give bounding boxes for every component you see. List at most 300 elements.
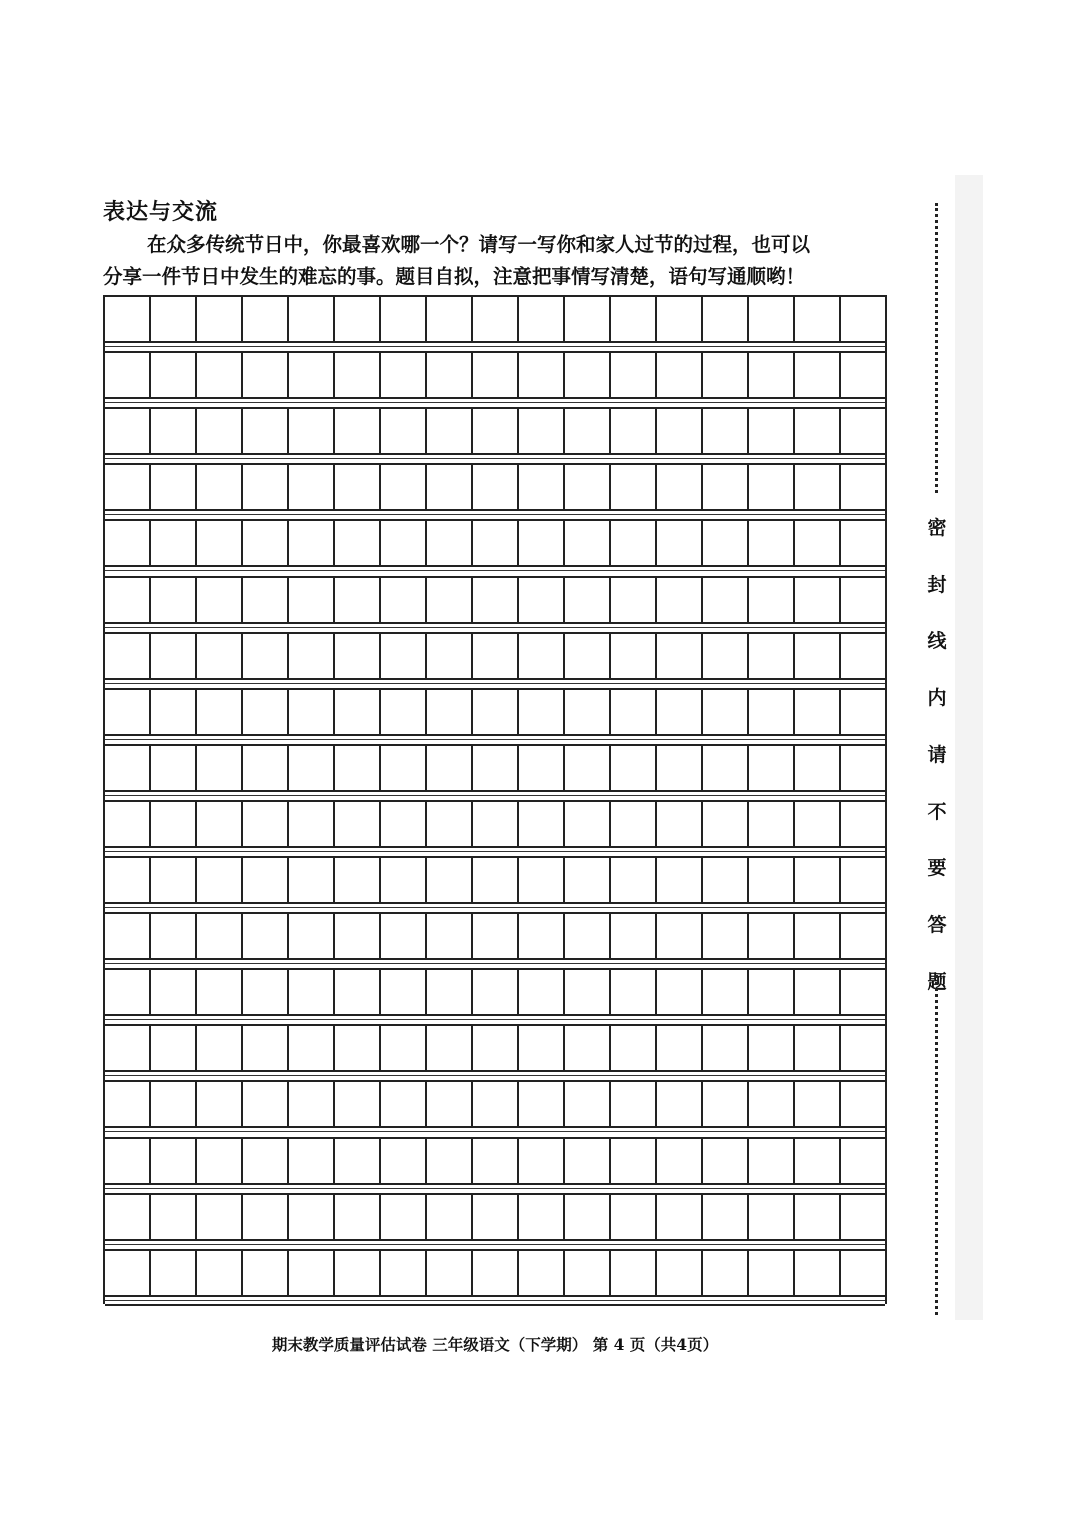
- grid-cell[interactable]: [381, 353, 427, 397]
- grid-cell[interactable]: [473, 1139, 519, 1183]
- grid-cell[interactable]: [703, 690, 749, 734]
- grid-cell[interactable]: [795, 409, 841, 453]
- grid-cell[interactable]: [381, 409, 427, 453]
- grid-cell[interactable]: [197, 409, 243, 453]
- grid-cell[interactable]: [657, 353, 703, 397]
- grid-cell[interactable]: [519, 521, 565, 565]
- grid-cell[interactable]: [243, 465, 289, 509]
- grid-cell[interactable]: [243, 858, 289, 902]
- grid-cell[interactable]: [381, 578, 427, 622]
- grid-cell[interactable]: [473, 858, 519, 902]
- grid-cell[interactable]: [795, 690, 841, 734]
- grid-cell[interactable]: [427, 297, 473, 341]
- grid-cell[interactable]: [749, 1082, 795, 1126]
- grid-cell[interactable]: [335, 858, 381, 902]
- grid-cell[interactable]: [427, 409, 473, 453]
- grid-cell[interactable]: [749, 634, 795, 678]
- grid-cell[interactable]: [749, 578, 795, 622]
- grid-cell[interactable]: [197, 802, 243, 846]
- grid-cell[interactable]: [519, 1139, 565, 1183]
- grid-cell[interactable]: [243, 578, 289, 622]
- grid-cell[interactable]: [611, 690, 657, 734]
- grid-cell[interactable]: [565, 578, 611, 622]
- grid-cell[interactable]: [565, 914, 611, 958]
- grid-cell[interactable]: [795, 465, 841, 509]
- grid-cell[interactable]: [243, 746, 289, 790]
- grid-cell[interactable]: [151, 578, 197, 622]
- grid-cell[interactable]: [335, 409, 381, 453]
- grid-cell[interactable]: [703, 297, 749, 341]
- grid-cell[interactable]: [565, 746, 611, 790]
- grid-cell[interactable]: [151, 634, 197, 678]
- grid-cell[interactable]: [105, 1026, 151, 1070]
- grid-cell[interactable]: [703, 802, 749, 846]
- grid-cell[interactable]: [151, 858, 197, 902]
- grid-cell[interactable]: [151, 690, 197, 734]
- grid-cell[interactable]: [381, 1251, 427, 1295]
- grid-cell[interactable]: [473, 634, 519, 678]
- grid-cell[interactable]: [197, 1082, 243, 1126]
- grid-cell[interactable]: [749, 746, 795, 790]
- grid-cell[interactable]: [473, 578, 519, 622]
- grid-cell[interactable]: [105, 297, 151, 341]
- grid-cell[interactable]: [427, 690, 473, 734]
- grid-cell[interactable]: [519, 970, 565, 1014]
- grid-cell[interactable]: [381, 1026, 427, 1070]
- grid-cell[interactable]: [335, 970, 381, 1014]
- grid-cell[interactable]: [749, 409, 795, 453]
- grid-cell[interactable]: [611, 353, 657, 397]
- grid-cell[interactable]: [795, 521, 841, 565]
- grid-cell[interactable]: [519, 634, 565, 678]
- grid-cell[interactable]: [473, 690, 519, 734]
- grid-cell[interactable]: [611, 1026, 657, 1070]
- grid-cell[interactable]: [565, 297, 611, 341]
- grid-cell[interactable]: [151, 1251, 197, 1295]
- grid-cell[interactable]: [473, 1195, 519, 1239]
- grid-cell[interactable]: [841, 1195, 885, 1239]
- grid-cell[interactable]: [197, 521, 243, 565]
- grid-cell[interactable]: [381, 914, 427, 958]
- grid-cell[interactable]: [519, 353, 565, 397]
- grid-cell[interactable]: [243, 914, 289, 958]
- grid-cell[interactable]: [841, 970, 885, 1014]
- grid-cell[interactable]: [473, 746, 519, 790]
- grid-cell[interactable]: [151, 914, 197, 958]
- grid-cell[interactable]: [427, 634, 473, 678]
- grid-cell[interactable]: [703, 1026, 749, 1070]
- grid-cell[interactable]: [795, 634, 841, 678]
- grid-cell[interactable]: [611, 970, 657, 1014]
- grid-cell[interactable]: [841, 1026, 885, 1070]
- grid-cell[interactable]: [749, 353, 795, 397]
- grid-cell[interactable]: [381, 802, 427, 846]
- grid-cell[interactable]: [381, 297, 427, 341]
- grid-cell[interactable]: [105, 578, 151, 622]
- grid-cell[interactable]: [289, 521, 335, 565]
- grid-cell[interactable]: [519, 1251, 565, 1295]
- grid-cell[interactable]: [381, 634, 427, 678]
- grid-cell[interactable]: [335, 465, 381, 509]
- grid-cell[interactable]: [381, 858, 427, 902]
- grid-cell[interactable]: [657, 1251, 703, 1295]
- grid-cell[interactable]: [703, 521, 749, 565]
- grid-cell[interactable]: [795, 970, 841, 1014]
- grid-cell[interactable]: [243, 353, 289, 397]
- grid-cell[interactable]: [243, 1082, 289, 1126]
- grid-cell[interactable]: [611, 914, 657, 958]
- grid-cell[interactable]: [473, 409, 519, 453]
- grid-cell[interactable]: [749, 1251, 795, 1295]
- grid-cell[interactable]: [611, 521, 657, 565]
- grid-cell[interactable]: [105, 802, 151, 846]
- grid-cell[interactable]: [657, 634, 703, 678]
- grid-cell[interactable]: [841, 858, 885, 902]
- grid-cell[interactable]: [611, 746, 657, 790]
- grid-cell[interactable]: [381, 746, 427, 790]
- grid-cell[interactable]: [795, 858, 841, 902]
- grid-cell[interactable]: [749, 1026, 795, 1070]
- grid-cell[interactable]: [427, 1026, 473, 1070]
- grid-cell[interactable]: [841, 578, 885, 622]
- grid-cell[interactable]: [335, 914, 381, 958]
- grid-cell[interactable]: [105, 1082, 151, 1126]
- grid-cell[interactable]: [657, 746, 703, 790]
- grid-cell[interactable]: [841, 353, 885, 397]
- grid-cell[interactable]: [427, 914, 473, 958]
- grid-cell[interactable]: [197, 353, 243, 397]
- grid-cell[interactable]: [703, 465, 749, 509]
- grid-cell[interactable]: [151, 1139, 197, 1183]
- grid-cell[interactable]: [841, 1251, 885, 1295]
- grid-cell[interactable]: [565, 1195, 611, 1239]
- grid-cell[interactable]: [795, 1139, 841, 1183]
- grid-cell[interactable]: [703, 578, 749, 622]
- grid-cell[interactable]: [519, 465, 565, 509]
- grid-cell[interactable]: [427, 1195, 473, 1239]
- grid-cell[interactable]: [657, 690, 703, 734]
- grid-cell[interactable]: [749, 1195, 795, 1239]
- grid-cell[interactable]: [841, 465, 885, 509]
- grid-cell[interactable]: [841, 746, 885, 790]
- grid-cell[interactable]: [105, 746, 151, 790]
- grid-cell[interactable]: [105, 353, 151, 397]
- grid-cell[interactable]: [105, 858, 151, 902]
- grid-cell[interactable]: [381, 690, 427, 734]
- grid-cell[interactable]: [243, 634, 289, 678]
- grid-cell[interactable]: [749, 970, 795, 1014]
- grid-cell[interactable]: [427, 353, 473, 397]
- grid-cell[interactable]: [565, 690, 611, 734]
- grid-cell[interactable]: [703, 1082, 749, 1126]
- grid-cell[interactable]: [243, 1139, 289, 1183]
- grid-cell[interactable]: [703, 746, 749, 790]
- grid-cell[interactable]: [427, 802, 473, 846]
- grid-cell[interactable]: [841, 521, 885, 565]
- grid-cell[interactable]: [749, 297, 795, 341]
- grid-cell[interactable]: [105, 970, 151, 1014]
- grid-cell[interactable]: [151, 802, 197, 846]
- grid-cell[interactable]: [105, 465, 151, 509]
- grid-cell[interactable]: [795, 353, 841, 397]
- grid-cell[interactable]: [749, 802, 795, 846]
- grid-cell[interactable]: [795, 1251, 841, 1295]
- grid-cell[interactable]: [289, 858, 335, 902]
- grid-cell[interactable]: [151, 353, 197, 397]
- grid-cell[interactable]: [289, 1139, 335, 1183]
- grid-cell[interactable]: [473, 970, 519, 1014]
- grid-cell[interactable]: [519, 1195, 565, 1239]
- grid-cell[interactable]: [151, 465, 197, 509]
- grid-cell[interactable]: [105, 1195, 151, 1239]
- grid-cell[interactable]: [197, 578, 243, 622]
- grid-cell[interactable]: [197, 970, 243, 1014]
- grid-cell[interactable]: [611, 578, 657, 622]
- grid-cell[interactable]: [657, 858, 703, 902]
- grid-cell[interactable]: [657, 409, 703, 453]
- grid-cell[interactable]: [289, 634, 335, 678]
- grid-cell[interactable]: [105, 521, 151, 565]
- grid-cell[interactable]: [565, 970, 611, 1014]
- grid-cell[interactable]: [335, 1026, 381, 1070]
- grid-cell[interactable]: [151, 1082, 197, 1126]
- grid-cell[interactable]: [427, 521, 473, 565]
- grid-cell[interactable]: [795, 1195, 841, 1239]
- grid-cell[interactable]: [105, 914, 151, 958]
- grid-cell[interactable]: [289, 297, 335, 341]
- grid-cell[interactable]: [335, 746, 381, 790]
- grid-cell[interactable]: [565, 353, 611, 397]
- grid-cell[interactable]: [841, 802, 885, 846]
- grid-cell[interactable]: [381, 1082, 427, 1126]
- grid-cell[interactable]: [519, 409, 565, 453]
- composition-writing-grid[interactable]: [103, 295, 887, 1304]
- grid-cell[interactable]: [289, 353, 335, 397]
- grid-cell[interactable]: [289, 578, 335, 622]
- grid-cell[interactable]: [197, 914, 243, 958]
- grid-cell[interactable]: [243, 802, 289, 846]
- grid-cell[interactable]: [841, 297, 885, 341]
- grid-cell[interactable]: [197, 297, 243, 341]
- grid-cell[interactable]: [565, 1139, 611, 1183]
- grid-cell[interactable]: [427, 1139, 473, 1183]
- grid-cell[interactable]: [197, 746, 243, 790]
- grid-cell[interactable]: [795, 1082, 841, 1126]
- grid-cell[interactable]: [657, 1195, 703, 1239]
- grid-cell[interactable]: [841, 914, 885, 958]
- grid-cell[interactable]: [611, 1195, 657, 1239]
- grid-cell[interactable]: [427, 858, 473, 902]
- grid-cell[interactable]: [243, 297, 289, 341]
- grid-cell[interactable]: [427, 1251, 473, 1295]
- grid-cell[interactable]: [243, 1026, 289, 1070]
- grid-cell[interactable]: [611, 634, 657, 678]
- grid-cell[interactable]: [611, 1082, 657, 1126]
- grid-cell[interactable]: [565, 634, 611, 678]
- grid-cell[interactable]: [381, 521, 427, 565]
- grid-cell[interactable]: [657, 1139, 703, 1183]
- grid-cell[interactable]: [105, 690, 151, 734]
- grid-cell[interactable]: [565, 521, 611, 565]
- grid-cell[interactable]: [473, 465, 519, 509]
- grid-cell[interactable]: [289, 802, 335, 846]
- grid-cell[interactable]: [841, 409, 885, 453]
- grid-cell[interactable]: [335, 1082, 381, 1126]
- grid-cell[interactable]: [565, 1026, 611, 1070]
- grid-cell[interactable]: [519, 1082, 565, 1126]
- grid-cell[interactable]: [749, 690, 795, 734]
- grid-cell[interactable]: [105, 409, 151, 453]
- grid-cell[interactable]: [289, 1026, 335, 1070]
- grid-cell[interactable]: [519, 578, 565, 622]
- grid-cell[interactable]: [703, 1251, 749, 1295]
- grid-cell[interactable]: [335, 690, 381, 734]
- grid-cell[interactable]: [703, 353, 749, 397]
- grid-cell[interactable]: [151, 521, 197, 565]
- grid-cell[interactable]: [243, 1195, 289, 1239]
- grid-cell[interactable]: [335, 521, 381, 565]
- grid-cell[interactable]: [841, 634, 885, 678]
- grid-cell[interactable]: [243, 970, 289, 1014]
- grid-cell[interactable]: [657, 914, 703, 958]
- grid-cell[interactable]: [703, 1139, 749, 1183]
- grid-cell[interactable]: [657, 521, 703, 565]
- grid-cell[interactable]: [841, 1082, 885, 1126]
- grid-cell[interactable]: [703, 409, 749, 453]
- grid-cell[interactable]: [519, 1026, 565, 1070]
- grid-cell[interactable]: [289, 409, 335, 453]
- grid-cell[interactable]: [657, 578, 703, 622]
- grid-cell[interactable]: [289, 690, 335, 734]
- grid-cell[interactable]: [427, 746, 473, 790]
- grid-cell[interactable]: [657, 465, 703, 509]
- grid-cell[interactable]: [565, 465, 611, 509]
- grid-cell[interactable]: [197, 465, 243, 509]
- grid-cell[interactable]: [657, 970, 703, 1014]
- grid-cell[interactable]: [335, 1195, 381, 1239]
- grid-cell[interactable]: [611, 858, 657, 902]
- grid-cell[interactable]: [611, 465, 657, 509]
- grid-cell[interactable]: [795, 578, 841, 622]
- grid-cell[interactable]: [473, 353, 519, 397]
- grid-cell[interactable]: [151, 1195, 197, 1239]
- grid-cell[interactable]: [519, 297, 565, 341]
- grid-cell[interactable]: [795, 802, 841, 846]
- grid-cell[interactable]: [749, 465, 795, 509]
- grid-cell[interactable]: [381, 1139, 427, 1183]
- grid-cell[interactable]: [381, 465, 427, 509]
- grid-cell[interactable]: [335, 1251, 381, 1295]
- grid-cell[interactable]: [473, 802, 519, 846]
- grid-cell[interactable]: [105, 1139, 151, 1183]
- grid-cell[interactable]: [795, 1026, 841, 1070]
- grid-cell[interactable]: [657, 297, 703, 341]
- grid-cell[interactable]: [519, 746, 565, 790]
- grid-cell[interactable]: [473, 914, 519, 958]
- grid-cell[interactable]: [289, 465, 335, 509]
- grid-cell[interactable]: [611, 297, 657, 341]
- grid-cell[interactable]: [841, 1139, 885, 1183]
- grid-cell[interactable]: [703, 634, 749, 678]
- grid-cell[interactable]: [611, 1139, 657, 1183]
- grid-cell[interactable]: [105, 634, 151, 678]
- grid-cell[interactable]: [335, 1139, 381, 1183]
- grid-cell[interactable]: [197, 858, 243, 902]
- grid-cell[interactable]: [151, 297, 197, 341]
- grid-cell[interactable]: [565, 1251, 611, 1295]
- grid-cell[interactable]: [565, 1082, 611, 1126]
- grid-cell[interactable]: [289, 970, 335, 1014]
- grid-cell[interactable]: [749, 1139, 795, 1183]
- grid-cell[interactable]: [565, 802, 611, 846]
- grid-cell[interactable]: [427, 1082, 473, 1126]
- grid-cell[interactable]: [473, 1082, 519, 1126]
- grid-cell[interactable]: [243, 409, 289, 453]
- grid-cell[interactable]: [105, 1251, 151, 1295]
- grid-cell[interactable]: [151, 409, 197, 453]
- grid-cell[interactable]: [473, 521, 519, 565]
- grid-cell[interactable]: [795, 746, 841, 790]
- grid-cell[interactable]: [197, 1139, 243, 1183]
- grid-cell[interactable]: [611, 802, 657, 846]
- grid-cell[interactable]: [427, 465, 473, 509]
- grid-cell[interactable]: [335, 297, 381, 341]
- grid-cell[interactable]: [703, 1195, 749, 1239]
- grid-cell[interactable]: [151, 746, 197, 790]
- grid-cell[interactable]: [611, 409, 657, 453]
- grid-cell[interactable]: [473, 1026, 519, 1070]
- grid-cell[interactable]: [289, 1195, 335, 1239]
- grid-cell[interactable]: [197, 690, 243, 734]
- grid-cell[interactable]: [381, 970, 427, 1014]
- grid-cell[interactable]: [749, 521, 795, 565]
- grid-cell[interactable]: [427, 578, 473, 622]
- grid-cell[interactable]: [335, 634, 381, 678]
- grid-cell[interactable]: [611, 1251, 657, 1295]
- grid-cell[interactable]: [289, 1251, 335, 1295]
- grid-cell[interactable]: [335, 578, 381, 622]
- grid-cell[interactable]: [795, 914, 841, 958]
- grid-cell[interactable]: [749, 858, 795, 902]
- grid-cell[interactable]: [473, 297, 519, 341]
- grid-cell[interactable]: [289, 914, 335, 958]
- grid-cell[interactable]: [381, 1195, 427, 1239]
- grid-cell[interactable]: [427, 970, 473, 1014]
- grid-cell[interactable]: [289, 746, 335, 790]
- grid-cell[interactable]: [197, 1026, 243, 1070]
- grid-cell[interactable]: [473, 1251, 519, 1295]
- grid-cell[interactable]: [657, 1026, 703, 1070]
- grid-cell[interactable]: [749, 914, 795, 958]
- grid-cell[interactable]: [519, 858, 565, 902]
- grid-cell[interactable]: [197, 1251, 243, 1295]
- grid-cell[interactable]: [565, 858, 611, 902]
- grid-cell[interactable]: [519, 914, 565, 958]
- grid-cell[interactable]: [565, 409, 611, 453]
- grid-cell[interactable]: [197, 1195, 243, 1239]
- grid-cell[interactable]: [657, 802, 703, 846]
- grid-cell[interactable]: [841, 690, 885, 734]
- grid-cell[interactable]: [519, 690, 565, 734]
- grid-cell[interactable]: [243, 690, 289, 734]
- grid-cell[interactable]: [703, 970, 749, 1014]
- grid-cell[interactable]: [289, 1082, 335, 1126]
- grid-cell[interactable]: [197, 634, 243, 678]
- grid-cell[interactable]: [657, 1082, 703, 1126]
- grid-cell[interactable]: [703, 858, 749, 902]
- grid-cell[interactable]: [703, 914, 749, 958]
- grid-cell[interactable]: [795, 297, 841, 341]
